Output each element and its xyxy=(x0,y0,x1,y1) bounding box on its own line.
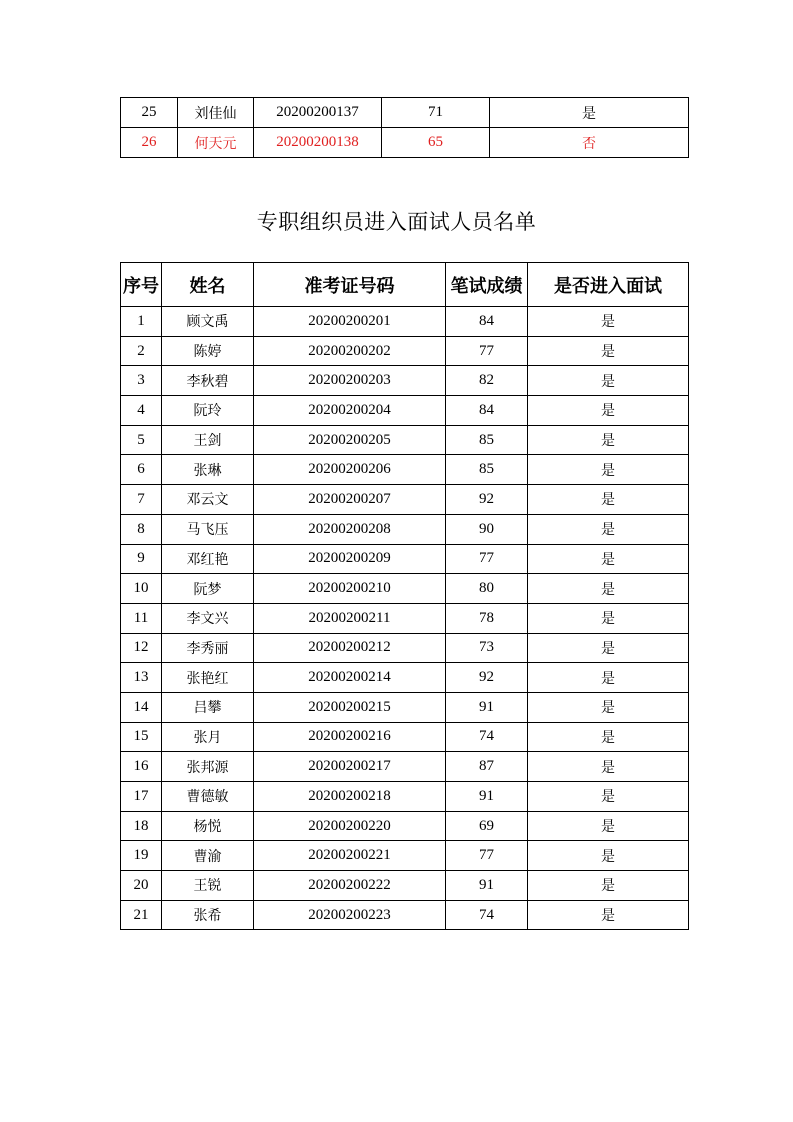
result-cell: 是 xyxy=(528,692,689,722)
previous-list-table xyxy=(120,97,689,158)
name-cell: 顾文禹 xyxy=(162,307,254,337)
result-cell: 是 xyxy=(528,396,689,426)
seq-cell: 19 xyxy=(121,841,162,871)
seq-cell: 16 xyxy=(121,752,162,782)
name-cell: 曹德敏 xyxy=(162,782,254,812)
seq-cell: 5 xyxy=(121,425,162,455)
exam-no-cell: 20200200218 xyxy=(254,782,446,812)
seq-cell: 20 xyxy=(121,871,162,901)
table-row xyxy=(121,455,689,485)
table-row xyxy=(121,782,689,812)
name-cell: 王剑 xyxy=(162,425,254,455)
score-cell: 85 xyxy=(446,455,528,485)
score-cell: 77 xyxy=(446,544,528,574)
header-name: 姓名 xyxy=(162,263,254,307)
exam-no-cell: 20200200212 xyxy=(254,633,446,663)
score-cell: 71 xyxy=(382,98,490,128)
exam-no-cell: 20200200216 xyxy=(254,722,446,752)
score-cell: 90 xyxy=(446,514,528,544)
name-cell: 张艳红 xyxy=(162,663,254,693)
name-cell: 张邦源 xyxy=(162,752,254,782)
seq-cell: 12 xyxy=(121,633,162,663)
exam-no-cell: 20200200217 xyxy=(254,752,446,782)
score-cell: 74 xyxy=(446,900,528,930)
table-row-highlighted xyxy=(121,128,689,158)
table-row xyxy=(121,98,689,128)
seq-cell: 14 xyxy=(121,692,162,722)
header-exam-no: 准考证号码 xyxy=(254,263,446,307)
table-row xyxy=(121,485,689,515)
table-row xyxy=(121,603,689,633)
seq-cell: 18 xyxy=(121,811,162,841)
table-row xyxy=(121,692,689,722)
score-cell: 82 xyxy=(446,366,528,396)
exam-no-cell: 20200200137 xyxy=(254,98,382,128)
table-row xyxy=(121,366,689,396)
exam-no-cell: 20200200138 xyxy=(254,128,382,158)
result-cell: 是 xyxy=(528,307,689,337)
seq-cell: 9 xyxy=(121,544,162,574)
name-cell: 邓云文 xyxy=(162,485,254,515)
name-cell: 马飞压 xyxy=(162,514,254,544)
exam-no-cell: 20200200222 xyxy=(254,871,446,901)
score-cell: 78 xyxy=(446,603,528,633)
result-cell: 是 xyxy=(528,752,689,782)
name-cell: 张希 xyxy=(162,900,254,930)
seq-cell: 11 xyxy=(121,603,162,633)
name-cell: 张琳 xyxy=(162,455,254,485)
seq-cell: 8 xyxy=(121,514,162,544)
table-row xyxy=(121,663,689,693)
name-cell: 李秀丽 xyxy=(162,633,254,663)
seq-cell: 4 xyxy=(121,396,162,426)
result-cell: 是 xyxy=(528,841,689,871)
seq-cell: 25 xyxy=(121,98,178,128)
page-title: 专职组织员进入面试人员名单 xyxy=(256,210,537,234)
name-cell: 阮玲 xyxy=(162,396,254,426)
seq-cell: 21 xyxy=(121,900,162,930)
header-seq: 序号 xyxy=(121,263,162,307)
score-cell: 84 xyxy=(446,396,528,426)
table-row xyxy=(121,396,689,426)
exam-no-cell: 20200200210 xyxy=(254,574,446,604)
name-cell: 阮梦 xyxy=(162,574,254,604)
seq-cell: 1 xyxy=(121,307,162,337)
table-row xyxy=(121,811,689,841)
name-cell: 李秋碧 xyxy=(162,366,254,396)
result-cell: 是 xyxy=(528,633,689,663)
name-cell: 张月 xyxy=(162,722,254,752)
table-row xyxy=(121,871,689,901)
table-row xyxy=(121,633,689,663)
table-row xyxy=(121,722,689,752)
table-header-row xyxy=(121,263,689,307)
table-row xyxy=(121,336,689,366)
score-cell: 92 xyxy=(446,663,528,693)
result-cell: 是 xyxy=(528,514,689,544)
score-cell: 69 xyxy=(446,811,528,841)
exam-no-cell: 20200200207 xyxy=(254,485,446,515)
result-cell: 是 xyxy=(528,900,689,930)
name-cell: 刘佳仙 xyxy=(178,98,254,128)
exam-no-cell: 20200200215 xyxy=(254,692,446,722)
interview-list-table xyxy=(120,262,689,930)
table-row xyxy=(121,544,689,574)
name-cell: 邓红艳 xyxy=(162,544,254,574)
result-cell: 是 xyxy=(490,98,689,128)
table-row xyxy=(121,752,689,782)
result-cell: 是 xyxy=(528,871,689,901)
score-cell: 74 xyxy=(446,722,528,752)
table-row xyxy=(121,841,689,871)
score-cell: 77 xyxy=(446,336,528,366)
exam-no-cell: 20200200214 xyxy=(254,663,446,693)
seq-cell: 2 xyxy=(121,336,162,366)
name-cell: 吕攀 xyxy=(162,692,254,722)
seq-cell: 15 xyxy=(121,722,162,752)
result-cell: 是 xyxy=(528,425,689,455)
score-cell: 80 xyxy=(446,574,528,604)
exam-no-cell: 20200200206 xyxy=(254,455,446,485)
seq-cell: 7 xyxy=(121,485,162,515)
exam-no-cell: 20200200202 xyxy=(254,336,446,366)
result-cell: 是 xyxy=(528,811,689,841)
score-cell: 87 xyxy=(446,752,528,782)
table-row xyxy=(121,574,689,604)
header-result: 是否进入面试 xyxy=(528,263,689,307)
result-cell: 是 xyxy=(528,722,689,752)
result-cell: 否 xyxy=(490,128,689,158)
score-cell: 91 xyxy=(446,782,528,812)
score-cell: 91 xyxy=(446,871,528,901)
name-cell: 王锐 xyxy=(162,871,254,901)
table-row xyxy=(121,307,689,337)
seq-cell: 3 xyxy=(121,366,162,396)
score-cell: 77 xyxy=(446,841,528,871)
exam-no-cell: 20200200209 xyxy=(254,544,446,574)
result-cell: 是 xyxy=(528,455,689,485)
name-cell: 陈婷 xyxy=(162,336,254,366)
exam-no-cell: 20200200220 xyxy=(254,811,446,841)
exam-no-cell: 20200200211 xyxy=(254,603,446,633)
result-cell: 是 xyxy=(528,782,689,812)
table-row xyxy=(121,900,689,930)
table-row xyxy=(121,425,689,455)
exam-no-cell: 20200200205 xyxy=(254,425,446,455)
result-cell: 是 xyxy=(528,366,689,396)
seq-cell: 26 xyxy=(121,128,178,158)
score-cell: 85 xyxy=(446,425,528,455)
result-cell: 是 xyxy=(528,485,689,515)
score-cell: 65 xyxy=(382,128,490,158)
seq-cell: 17 xyxy=(121,782,162,812)
name-cell: 何天元 xyxy=(178,128,254,158)
exam-no-cell: 20200200203 xyxy=(254,366,446,396)
score-cell: 73 xyxy=(446,633,528,663)
result-cell: 是 xyxy=(528,544,689,574)
exam-no-cell: 20200200208 xyxy=(254,514,446,544)
score-cell: 84 xyxy=(446,307,528,337)
exam-no-cell: 20200200204 xyxy=(254,396,446,426)
name-cell: 曹渝 xyxy=(162,841,254,871)
exam-no-cell: 20200200201 xyxy=(254,307,446,337)
result-cell: 是 xyxy=(528,603,689,633)
header-score: 笔试成绩 xyxy=(446,263,528,307)
exam-no-cell: 20200200223 xyxy=(254,900,446,930)
result-cell: 是 xyxy=(528,574,689,604)
result-cell: 是 xyxy=(528,663,689,693)
name-cell: 杨悦 xyxy=(162,811,254,841)
score-cell: 91 xyxy=(446,692,528,722)
seq-cell: 10 xyxy=(121,574,162,604)
result-cell: 是 xyxy=(528,336,689,366)
seq-cell: 6 xyxy=(121,455,162,485)
score-cell: 92 xyxy=(446,485,528,515)
name-cell: 李文兴 xyxy=(162,603,254,633)
exam-no-cell: 20200200221 xyxy=(254,841,446,871)
table-row xyxy=(121,514,689,544)
seq-cell: 13 xyxy=(121,663,162,693)
